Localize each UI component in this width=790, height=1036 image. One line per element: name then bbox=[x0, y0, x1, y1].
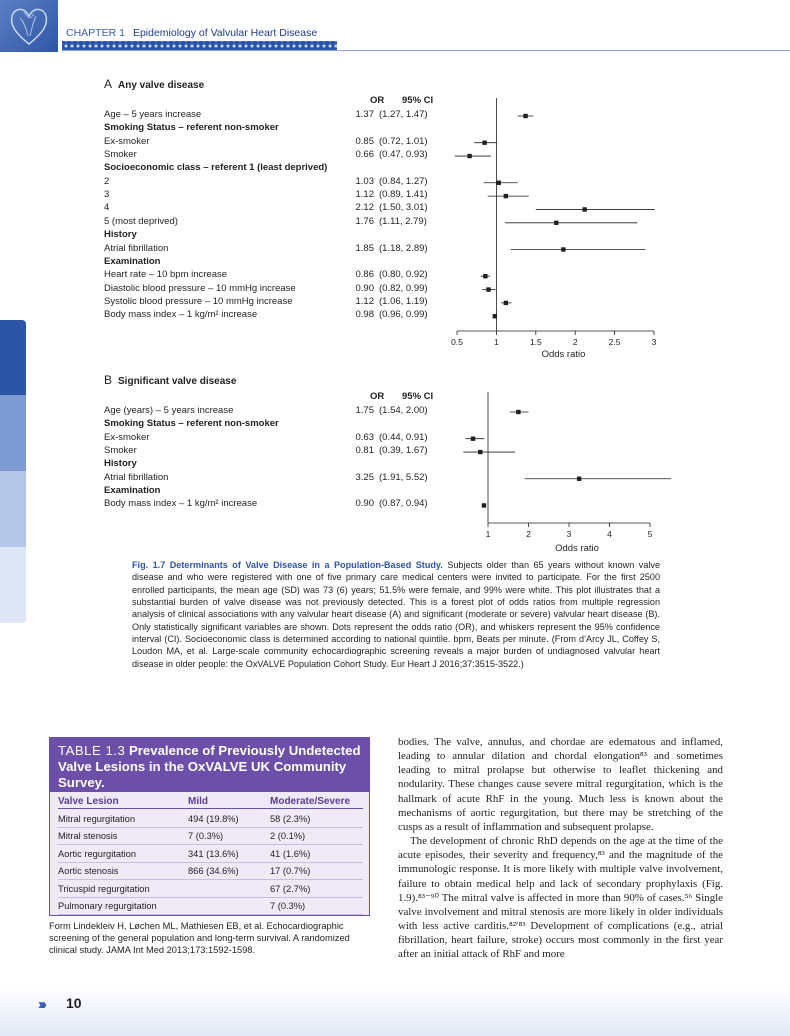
odds-ratio-value: 2.12 bbox=[355, 202, 374, 214]
body-text-column bbox=[398, 735, 723, 962]
confidence-interval-value: (1.18, 2.89) bbox=[379, 242, 428, 254]
odds-ratio-marker bbox=[523, 114, 527, 118]
odds-ratio-marker bbox=[493, 314, 497, 318]
odds-ratio-marker bbox=[471, 437, 475, 441]
odds-ratio-value: 1.37 bbox=[355, 109, 374, 120]
row-label: Smoker bbox=[104, 149, 137, 161]
table-header-rule bbox=[58, 808, 363, 809]
table-row bbox=[50, 863, 369, 880]
figure-caption-text: Subjects older than 65 years without known valve disease and who were registered with one of five primary care medical centers were invited to participate. For the first 2500 enrolled participants, the mean age (SD) was 73 (6) years; 51.5% were female, and 99% were white. This plot illustrates that a substantial burden of valve disease was not previously detected. This is a forest plot of odds ratios from multiple regression analysis of clinical associations with any valvular heart disease (A) and significant (moderate or severe) valvular heart disease (B). Only statistically significant variables are shown. Dots represent the odds ratio (OR), and whiskers represent the 95% confidence interval (CI). Socioeconomic class is determined according to national quintile. bpm, Beats per minute. (From d’Arcy JL, Coffey S, Loudon MA, et al. Large-scale community echocardiographic screening reveals a major burden of undiagnosed valvular heart disease in older people: the OxVALVE Population Cohort Study. Eur Heart J 2016;37:3515-3522.) bbox=[132, 560, 660, 669]
page-number: 10 bbox=[66, 995, 82, 1011]
row-label: 4 bbox=[104, 202, 110, 214]
x-tick-label: 3 bbox=[651, 337, 657, 347]
body-paragraph: bodies. The valve, annulus, and chordae are edematous and inflamed, leading to annular dilation and chordal elongation⁸³ and sometimes leading to mitral prolapse but otherwise to leaflet thickening and nodularity. These changes cause severe mitral regurgitation, which is the hallmark of acute RhF in the young. Much less is known about the mechanisms of aortic regurgitation, but there may be stretching of the cusps as a result of inflammation and subsequent prolapse. bbox=[398, 736, 723, 833]
odds-ratio-marker bbox=[482, 503, 486, 507]
odds-ratio-marker bbox=[483, 274, 487, 278]
table-cell-moderate-severe: 67 (2.7%) bbox=[270, 883, 311, 894]
table-cell-moderate-severe: 58 (2.3%) bbox=[270, 814, 311, 824]
table-col-lesion: Valve Lesion bbox=[58, 796, 119, 807]
table-cell-mild: 866 (34.6%) bbox=[188, 866, 239, 877]
confidence-interval-value: (0.82, 0.99) bbox=[379, 282, 428, 294]
chapter-number: CHAPTER 1 bbox=[66, 27, 125, 39]
odds-ratio-value: 0.63 bbox=[355, 431, 374, 443]
or-column-header: OR bbox=[370, 391, 385, 402]
confidence-interval-value: (1.50, 3.01) bbox=[379, 202, 428, 214]
panel-letter: B bbox=[104, 373, 113, 387]
table-cell-mild: 341 (13.6%) bbox=[188, 848, 239, 859]
group-header: History bbox=[104, 229, 137, 241]
group-header: Smoking Status – referent non-smoker bbox=[104, 418, 279, 430]
odds-ratio-marker bbox=[497, 181, 501, 185]
table-cell-lesion: Aortic stenosis bbox=[58, 866, 119, 877]
confidence-interval-value: (0.72, 1.01) bbox=[379, 135, 428, 147]
table-col-moderate-severe: Moderate/Severe bbox=[270, 796, 351, 807]
x-tick-label: 5 bbox=[647, 529, 653, 539]
row-label: 2 bbox=[104, 175, 110, 187]
figure-title: Determinants of Valve Disease in a Population-Based Study. bbox=[169, 560, 443, 570]
row-label: Body mass index – 1 kg/m² increase bbox=[104, 498, 258, 510]
odds-ratio-value: 3.25 bbox=[355, 471, 374, 483]
row-label: Age – 5 years increase bbox=[104, 109, 202, 120]
table-cell-mild: 7 (0.3%) bbox=[188, 831, 224, 842]
x-tick-label: 1.5 bbox=[529, 337, 542, 347]
table-cell-lesion: Tricuspid regurgitation bbox=[58, 883, 150, 894]
x-tick-label: 1 bbox=[485, 529, 491, 539]
row-label: Smoker bbox=[104, 445, 137, 457]
panel-letter: A bbox=[104, 77, 113, 91]
figure-label: Fig. 1.7 bbox=[132, 560, 166, 570]
confidence-interval-value: (0.44, 0.91) bbox=[379, 431, 428, 443]
odds-ratio-value: 1.75 bbox=[355, 405, 374, 416]
confidence-interval-value: (0.47, 0.93) bbox=[379, 149, 428, 161]
prevalence-table bbox=[49, 737, 370, 916]
odds-ratio-marker bbox=[504, 301, 508, 305]
group-header: Examination bbox=[104, 255, 161, 267]
odds-ratio-marker bbox=[516, 410, 520, 414]
group-header: Examination bbox=[104, 485, 161, 497]
x-axis-label: Odds ratio bbox=[555, 543, 599, 554]
table-row bbox=[50, 898, 369, 915]
body-paragraph: The development of chronic RhD depends on the age at the time of the acute episodes, their severity and frequency,⁸³ and the magnitude of the immunologic response. It is more likely with multiple valve involvement, failure to obtain medical help and lack of secondary prophylaxis (Fig. 1.9).⁸³⁻⁹⁰ The mitral valve is affected in more than 90% of cases.⁵⁶ Single valve involvement and mitral stenosis are more likely in older individuals with less active carditis.⁸²ʹ⁸³ Development of complications (e.g., atrial fibrillation, heart failure, stroke) occurs most commonly in the first year after an initial attack of RhF and more bbox=[398, 835, 723, 961]
odds-ratio-marker bbox=[582, 207, 586, 211]
row-label: Diastolic blood pressure – 10 mmHg increase bbox=[104, 282, 296, 294]
odds-ratio-value: 1.85 bbox=[355, 242, 374, 254]
ci-column-header: 95% CI bbox=[402, 391, 434, 402]
table-row-separator bbox=[58, 914, 363, 915]
confidence-interval-value: (1.06, 1.19) bbox=[379, 295, 428, 307]
table-cell-lesion: Aortic regurgitation bbox=[58, 848, 137, 859]
odds-ratio-marker bbox=[577, 477, 581, 481]
row-label: Ex-smoker bbox=[104, 135, 150, 147]
ci-column-header: 95% CI bbox=[402, 95, 434, 106]
odds-ratio-marker bbox=[561, 247, 565, 251]
row-label: Systolic blood pressure – 10 mmHg increase bbox=[104, 295, 293, 307]
table-title: Prevalence of Previously Undetected Valve Lesions in the OxVALVE UK Community Survey. bbox=[58, 743, 361, 790]
confidence-interval-value: (1.54, 2.00) bbox=[379, 405, 428, 416]
x-tick-label: 2 bbox=[526, 529, 531, 539]
row-label: Body mass index – 1 kg/m² increase bbox=[104, 309, 258, 321]
row-label: Ex-smoker bbox=[104, 431, 150, 443]
table-cell-moderate-severe: 2 (0.1%) bbox=[270, 831, 306, 842]
confidence-interval-value: (0.80, 0.92) bbox=[379, 269, 428, 281]
confidence-interval-value: (1.11, 2.79) bbox=[379, 215, 427, 227]
confidence-interval-value: (1.27, 1.47) bbox=[379, 109, 428, 120]
odds-ratio-value: 0.81 bbox=[355, 445, 374, 457]
table-title-block bbox=[58, 743, 363, 791]
row-label: 3 bbox=[104, 189, 110, 201]
figure-caption bbox=[132, 559, 660, 670]
odds-ratio-marker bbox=[478, 450, 482, 454]
odds-ratio-value: 0.90 bbox=[355, 282, 374, 294]
row-label: Atrial fibrillation bbox=[104, 242, 169, 254]
or-column-header: OR bbox=[370, 95, 385, 106]
odds-ratio-value: 0.90 bbox=[355, 498, 374, 510]
table-header bbox=[50, 738, 369, 792]
table-cell-moderate-severe: 17 (0.7%) bbox=[270, 866, 311, 877]
table-row bbox=[50, 811, 369, 828]
x-tick-label: 3 bbox=[566, 529, 572, 539]
odds-ratio-value: 1.03 bbox=[355, 175, 374, 187]
panel-title bbox=[104, 77, 204, 91]
panel-title bbox=[104, 373, 236, 387]
odds-ratio-value: 1.12 bbox=[355, 189, 374, 201]
confidence-interval-value: (0.84, 1.27) bbox=[379, 175, 428, 187]
panel-title-text: Significant valve disease bbox=[118, 376, 237, 387]
x-tick-label: 2 bbox=[572, 337, 578, 347]
group-header: History bbox=[104, 458, 137, 470]
table-cell-moderate-severe: 41 (1.6%) bbox=[270, 848, 311, 859]
table-cell-moderate-severe: 7 (0.3%) bbox=[270, 901, 306, 911]
table-label: TABLE 1.3 bbox=[58, 743, 126, 758]
x-tick-label: 1 bbox=[494, 337, 499, 347]
odds-ratio-marker bbox=[554, 221, 558, 225]
x-tick-label: 0.5 bbox=[451, 337, 463, 347]
chevron-right-icon: ››› bbox=[38, 996, 44, 1013]
row-label: Atrial fibrillation bbox=[104, 471, 169, 483]
table-cell-lesion: Mitral regurgitation bbox=[58, 814, 135, 824]
group-header: Socioeconomic class – referent 1 (least deprived) bbox=[104, 162, 328, 174]
odds-ratio-marker bbox=[504, 194, 508, 198]
confidence-interval-value: (0.96, 0.99) bbox=[379, 309, 428, 321]
table-row bbox=[50, 828, 369, 845]
odds-ratio-value: 1.12 bbox=[355, 295, 374, 307]
row-label: Heart rate – 10 bpm increase bbox=[104, 269, 228, 281]
odds-ratio-marker bbox=[486, 287, 490, 291]
table-source-note: Form Lindekleiv H, Løchen ML, Mathiesen EB, et al. Echocardiographic screening of the general population and long-term survival. A randomized clinical study. JAMA Int Med 2013;173:1592-1598. bbox=[49, 921, 350, 956]
chapter-title: Epidemiology of Valvular Heart Disease bbox=[132, 27, 318, 39]
x-tick-label: 2.5 bbox=[608, 337, 621, 347]
footer-band bbox=[0, 988, 790, 1036]
confidence-interval-value: (0.39, 1.67) bbox=[379, 445, 428, 457]
table-cell-lesion: Mitral stenosis bbox=[58, 831, 118, 842]
odds-ratio-value: 0.86 bbox=[355, 269, 374, 281]
odds-ratio-value: 1.76 bbox=[355, 215, 374, 227]
row-label: 5 (most deprived) bbox=[104, 215, 178, 227]
panel-title-text: Any valve disease bbox=[118, 80, 205, 91]
odds-ratio-value: 0.98 bbox=[355, 309, 374, 321]
group-header: Smoking Status – referent non-smoker bbox=[104, 122, 279, 134]
table-row bbox=[50, 846, 369, 863]
x-axis-label: Odds ratio bbox=[541, 349, 586, 360]
odds-ratio-marker bbox=[482, 141, 486, 145]
confidence-interval-value: (0.89, 1.41) bbox=[379, 189, 428, 201]
table-cell-lesion: Pulmonary regurgitation bbox=[58, 901, 157, 911]
odds-ratio-marker bbox=[467, 154, 471, 158]
table-cell-mild: 494 (19.8%) bbox=[188, 814, 239, 824]
table-col-mild: Mild bbox=[188, 796, 208, 807]
table-row bbox=[50, 881, 369, 898]
odds-ratio-value: 0.85 bbox=[355, 135, 374, 147]
odds-ratio-value: 0.66 bbox=[355, 149, 374, 161]
x-tick-label: 4 bbox=[607, 529, 612, 539]
row-label: Age (years) – 5 years increase bbox=[104, 405, 234, 416]
confidence-interval-value: (0.87, 0.94) bbox=[379, 498, 428, 510]
confidence-interval-value: (1.91, 5.52) bbox=[379, 471, 428, 483]
